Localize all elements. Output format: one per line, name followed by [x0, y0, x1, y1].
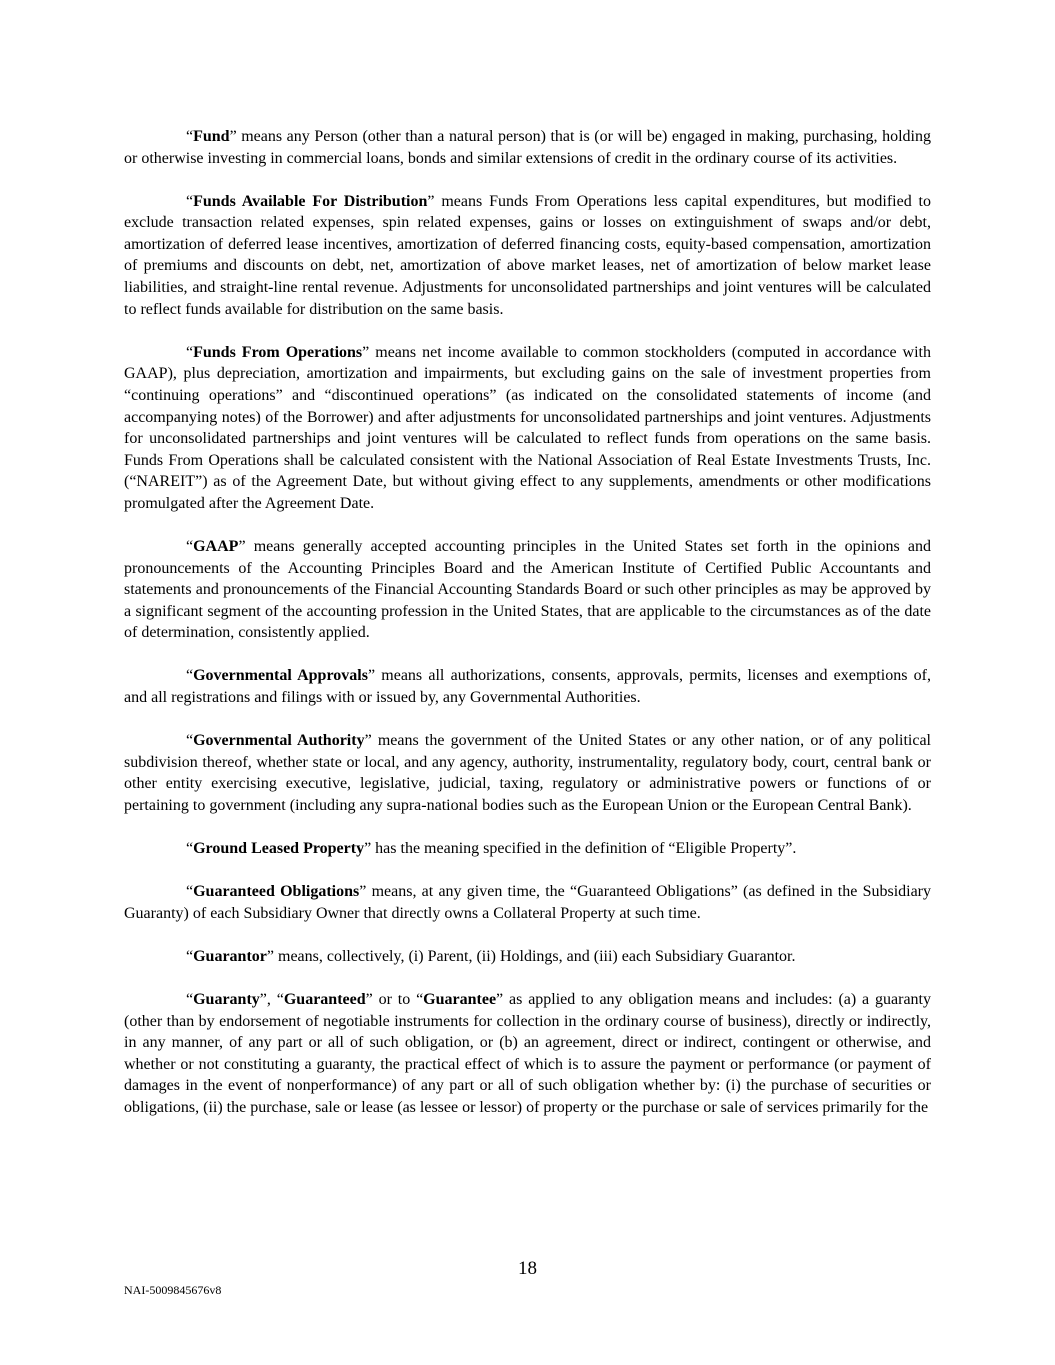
- defined-term: Funds From Operations: [193, 343, 363, 361]
- definition-text: ” has the meaning specified in the definition of “Eligible Property”.: [364, 840, 797, 858]
- definition-guaranty: “Guaranty”, “Guaranteed” or to “Guarantee” as applied to any obligation means and includes: (a) a guaranty (other than by endorsement of negotiable instruments for collection in the ordinary course of business), directly or indirectly, in any manner, of any part or all of such obligation, or (b) an agreement, direct or indirect, contingent or otherwise, and whether or not constituting a guaranty, the practical effect of which is to assure the payment or performance (or payment of damages in the event of nonperformance) of any part or all of such obligation whether by: (i) the purchase of securities or obligations, (ii) the purchase, sale or lease (as lessee or lessor) of property or the purchase or sale of services primarily for the: [124, 990, 931, 1116]
- defined-term: GAAP: [193, 538, 239, 555]
- definition-text: ” means generally accepted accounting principles in the United States set forth in the opinions and pronouncements of the Accounting Principles Board and the American Institute of Certified Public Accountants and statements and pronouncements of the Financial Accounting Standards Board or such other principles as may be approved by a significant segment of the accounting profession in the United States, that are applicable to the circumstances as of the date of determination, consistently applied.: [124, 538, 931, 642]
- defined-term: Guarantee: [423, 990, 497, 1008]
- definition-governmental-authority: “Governmental Authority” means the government of the United States or any other nation, or of any political subdivision thereof, whether state or local, and any agency, authority, instrumentality, regulatory body, court, central bank or other entity exercising executive, legislative, judicial, taxing, regulatory or administrative powers or functions of or pertaining to government (including any supra-national bodies such as the European Union or the European Central Bank).: [124, 732, 931, 814]
- definition-funds-from-operations: “Funds From Operations” means net income available to common stockholders (computed in accordance with GAAP), plus depreciation, amortization and impairments, but excluding gains on the sale of investment properties from “continuing operations” and “discontinued operations” (as indicated on the consolidated statements of income (and accompanying notes) of the Borrower) and after adjustments for unconsolidated partnerships and joint ventures. Adjustments for unconsolidated partnerships and joint ventures will be calculated to reflect funds from operations on the same basis. Funds From Operations shall be calculated consistent with the National Association of Real Estate Investments Trusts, Inc. (“NAREIT”) as of the Agreement Date, but without giving effect to any supplements, amendments or other modifications promulgated after the Agreement Date.: [124, 343, 931, 512]
- document-id: NAI-5009845676v8: [124, 1283, 222, 1297]
- definition-ground-leased-property: “Ground Leased Property” has the meaning specified in the definition of “Eligible Property”.: [186, 840, 797, 858]
- definition-text: ” means the government of the United States or any other nation, or of any political subdivision thereof, whether state or local, and any agency, authority, instrumentality, regulatory body, court, central bank or other entity exercising executive, legislative, judicial, taxing, regulatory or administrative powers or functions of or pertaining to government (including any supra-national bodies such as the European Union or the European Central Bank).: [124, 732, 931, 814]
- definition-fund: “Fund” means any Person (other than a natural person) that is (or will be) engaged in making, purchasing, holding or otherwise investing in commercial loans, bonds and similar extensions of credit in the ordinary course of its activities.: [124, 128, 931, 167]
- defined-term: Guaranteed: [283, 990, 366, 1008]
- definition-funds-available-for-distribution: “Funds Available For Distribution” means Funds From Operations less capital expenditures, but modified to exclude transaction related expenses, spin related expenses, gains or losses on extinguishment of swaps and/or debt, amortization of deferred lease incentives, amortization of deferred financing costs, equity-based compensation, amortization of premiums and discounts on debt, net, amortization of above market leases, net of amortization of below market lease liabilities, and straight-line rental revenue. Adjustments for unconsolidated partnerships and joint ventures will be calculated to reflect funds available for distribution on the same basis.: [124, 192, 932, 318]
- defined-term: Governmental Approvals: [193, 667, 368, 685]
- defined-term: Fund: [193, 128, 230, 145]
- page-number: 18: [518, 1258, 537, 1279]
- definition-text: ” as applied to any obligation means and includes: (a) a guaranty (other than by endorsement of negotiable instruments for collection in the ordinary course of business), directly or indirectly, in any manner, of any part or all of such obligation, or (b) an agreement, direct or indirect, contingent or otherwise, and whether or not constituting a guaranty, the practical effect of which is to assure the payment or performance (or payment of damages in the event of nonperformance) of any part or all of such obligation whether by: (i) the purchase of securities or obligations, (ii) the purchase, sale or lease (as lessee or lessor) of property or the purchase or sale of services primarily for the: [124, 990, 931, 1116]
- definition-governmental-approvals: “Governmental Approvals” means all authorizations, consents, approvals, permits, licenses and exemptions of, and all registrations and filings with or issued by, any Governmental Authorities.: [124, 667, 932, 707]
- defined-term: Guarantor: [193, 947, 267, 965]
- defined-term: Guaranteed Obligations: [193, 883, 360, 901]
- document-body: [124, 126, 931, 1140]
- definition-text: ” means, collectively, (i) Parent, (ii) Holdings, and (iii) each Subsidiary Guarantor.: [266, 947, 796, 965]
- defined-term: Ground Leased Property: [193, 840, 365, 858]
- definition-gaap: “GAAP” means generally accepted accounting principles in the United States set forth in the opinions and pronouncements of the Accounting Principles Board and the American Institute of Certified Public Accountants and statements and pronouncements of the Financial Accounting Standards Board or such other principles as may be approved by a significant segment of the accounting profession in the United States, that are applicable to the circumstances as of the date of determination, consistently applied.: [124, 538, 931, 642]
- definition-text: ” means any Person (other than a natural person) that is (or will be) engaged in making, purchasing, holding or otherwise investing in commercial loans, bonds and similar extensions of credit in the ordinary course of its activities.: [124, 128, 931, 167]
- definition-text: ” means net income available to common stockholders (computed in accordance with GAAP), plus depreciation, amortization and impairments, but excluding gains on the sale of investment properties from “continuing operations” and “discontinued operations” (as indicated on the consolidated statements of income (and accompanying notes) of the Borrower) and after adjustments for unconsolidated partnerships and joint ventures. Adjustments for unconsolidated partnerships and joint ventures will be calculated to reflect funds from operations on the same basis. Funds From Operations shall be calculated consistent with the National Association of Real Estate Investments Trusts, Inc. (“NAREIT”) as of the Agreement Date, but without giving effect to any supplements, amendments or other modifications promulgated after the Agreement Date.: [124, 343, 931, 512]
- defined-term: Funds Available For Distribution: [193, 192, 428, 210]
- definition-guaranteed-obligations: “Guaranteed Obligations” means, at any given time, the “Guaranteed Obligations” (as defined in the Subsidiary Guaranty) of each Subsidiary Owner that directly owns a Collateral Property at such time.: [124, 883, 932, 922]
- defined-term: Governmental Authority: [193, 732, 365, 750]
- definition-guarantor: “Guarantor” means, collectively, (i) Parent, (ii) Holdings, and (iii) each Subsidiary Guarantor.: [186, 947, 796, 965]
- defined-term: Guaranty: [193, 990, 260, 1008]
- definition-text: ” means all authorizations, consents, approvals, permits, licenses and exemptions of, and all registrations and filings with or issued by, any Governmental Authorities.: [124, 667, 932, 707]
- definition-text: ” means Funds From Operations less capital expenditures, but modified to exclude transaction related expenses, spin related expenses, gains or losses on extinguishment of swaps and/or debt, amortization of deferred lease incentives, amortization of deferred financing costs, equity-based compensation, amortization of premiums and discounts on debt, net, amortization of above market leases, net of amortization of below market lease liabilities, and straight-line rental revenue. Adjustments for unconsolidated partnerships and joint ventures will be calculated to reflect funds available for distribution on the same basis.: [124, 192, 932, 318]
- definition-text: ” means, at any given time, the “Guaranteed Obligations” (as defined in the Subsidiary Guaranty) of each Subsidiary Owner that directly owns a Collateral Property at such time.: [124, 883, 932, 922]
